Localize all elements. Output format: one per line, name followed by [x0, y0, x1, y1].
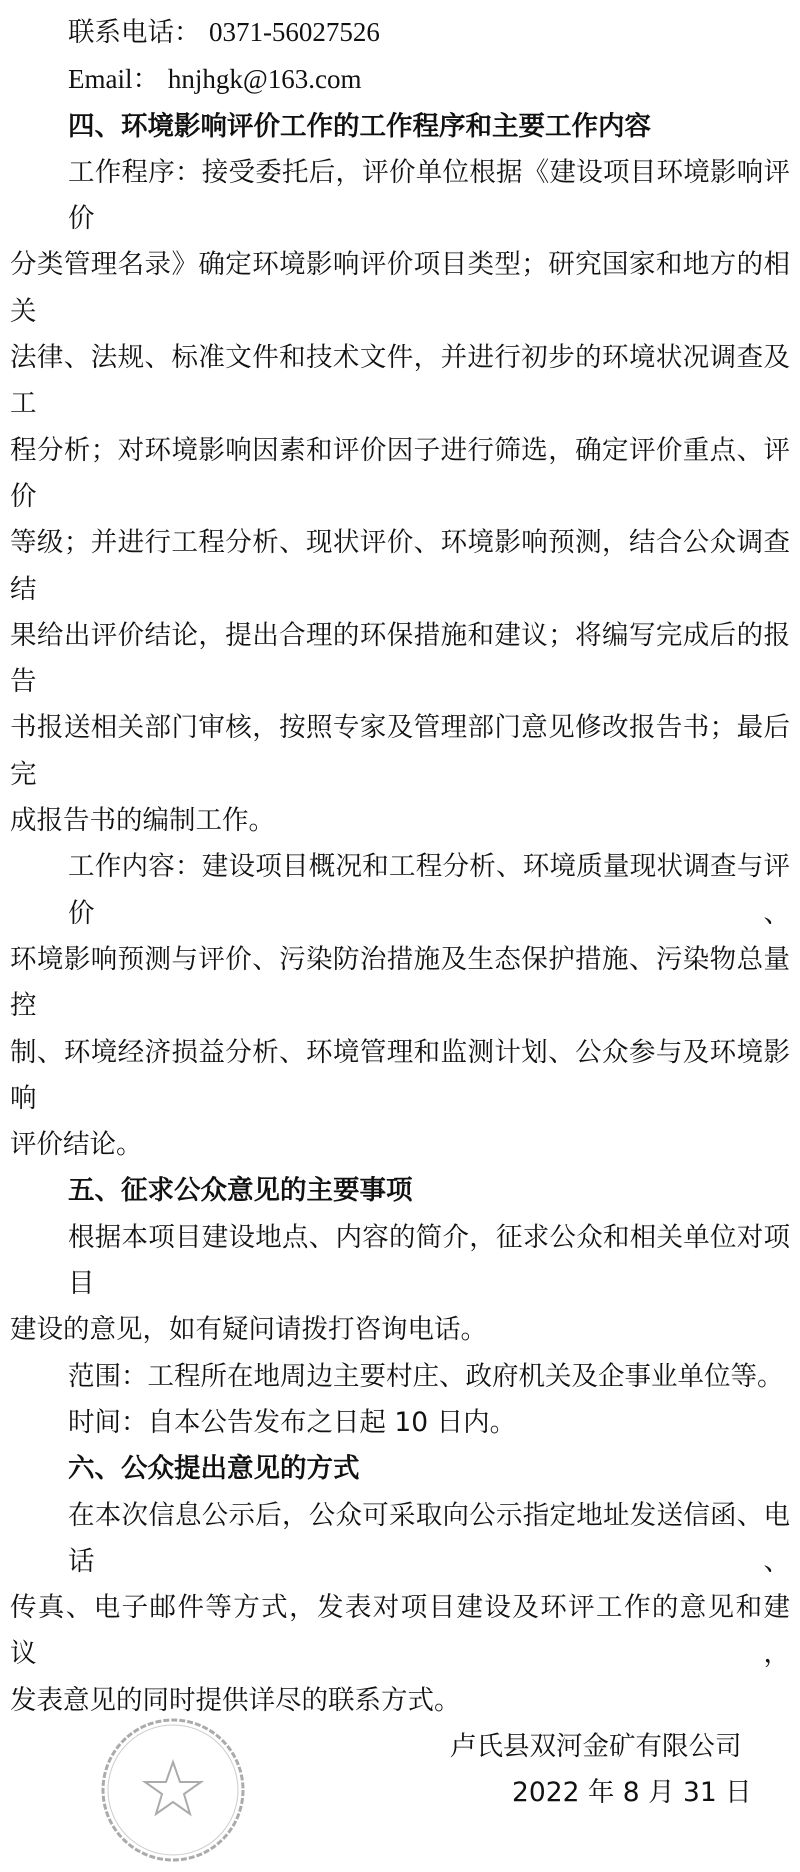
- paragraph-line: 环境影响预测与评价、污染防治措施及生态保护措施、污染物总量控: [10, 943, 790, 1022]
- paragraph-line: 发表意见的同时提供详尽的联系方式。: [10, 1684, 461, 1716]
- contact-email-line: [10, 56, 790, 103]
- paragraph-line: 果给出评价结论，提出合理的环保措施和建议；将编写完成后的报告: [10, 619, 790, 698]
- paragraph-line: 成报告书的编制工作。: [10, 805, 275, 837]
- phone-label: 联系电话：: [68, 17, 201, 48]
- contact-phone-line: [10, 9, 790, 56]
- paragraph-line: 评价结论。: [10, 1129, 143, 1161]
- section-heading: 六、公众提出意见的方式: [68, 1453, 360, 1485]
- paragraph-line: 范围：工程所在地周边主要村庄、政府机关及企事业单位等。: [68, 1360, 784, 1392]
- paragraph-line: 在本次信息公示后，公众可采取向公示指定地址发送信函、电话、: [68, 1499, 790, 1577]
- email-address: hnjhgk@163.com: [167, 64, 362, 95]
- paragraph-line: 工作程序：接受委托后，评价单位根据《建设项目环境影响评价: [68, 156, 790, 235]
- signature-date: 2022 年 8 月 31 日: [512, 1777, 752, 1809]
- section-heading: 四、环境影响评价工作的工作程序和主要工作内容: [68, 110, 651, 142]
- paragraph-line: 根据本项目建设地点、内容的简介，征求公众和相关单位对项目: [68, 1221, 790, 1300]
- paragraph-line: 时间：自本公告发布之日起 10 日内。: [68, 1406, 517, 1438]
- company-seal: [95, 1712, 255, 1872]
- paragraph-line: 传真、电子邮件等方式，发表对项目建设及环评工作的意见和建议，: [10, 1592, 790, 1670]
- signature-block: [10, 1724, 790, 1817]
- section-heading: 五、征求公众意见的主要事项: [68, 1175, 413, 1207]
- paragraph-line: 制、环境经济损益分析、环境管理和监测计划、公众参与及环境影响: [10, 1036, 790, 1114]
- email-label: Email：: [68, 64, 160, 95]
- paragraph-line: 程分析；对环境影响因素和评价因子进行筛选，确定评价重点、评价: [10, 434, 790, 512]
- company-signature: 卢氏县双河金矿有限公司: [450, 1730, 742, 1762]
- paragraph-line: 法律、法规、标准文件和技术文件，并进行初步的环境状况调查及工: [10, 342, 790, 420]
- paragraph-line: 建设的意见，如有疑问请拨打咨询电话。: [10, 1314, 487, 1346]
- phone-number: 0371-56027526: [208, 17, 380, 47]
- document-body: [10, 104, 790, 1724]
- paragraph-line: 分类管理名录》确定环境影响评价项目类型；研究国家和地方的相关: [10, 249, 790, 327]
- star-icon: [145, 1762, 201, 1814]
- paragraph-line: 书报送相关部门审核，按照专家及管理部门意见修改报告书；最后完: [10, 712, 790, 790]
- paragraph-line: 工作内容：建设项目概况和工程分析、环境质量现状调查与评价、: [68, 851, 790, 929]
- paragraph-line: 等级；并进行工程分析、现状评价、环境影响预测，结合公众调查结: [10, 527, 790, 605]
